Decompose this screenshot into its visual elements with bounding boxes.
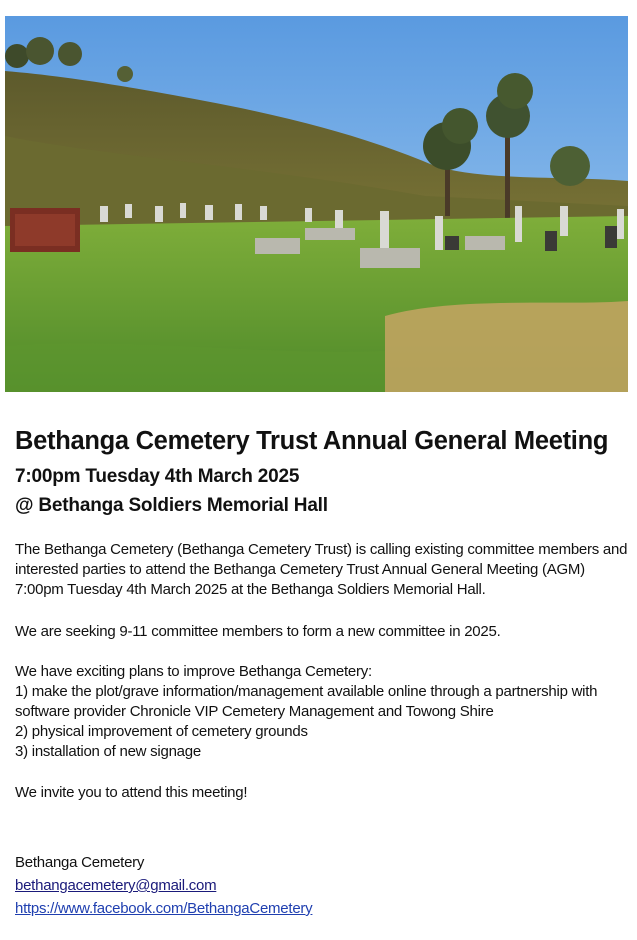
meeting-time: 7:00pm Tuesday 4th March 2025 bbox=[15, 466, 300, 487]
invite-text: We invite you to attend this meeting! bbox=[15, 784, 248, 801]
plan-item-2: 2) physical improvement of cemetery grounds bbox=[15, 723, 308, 740]
plans-section bbox=[15, 662, 633, 762]
plan-item-3: 3) installation of new signage bbox=[15, 743, 201, 760]
contact-block bbox=[15, 851, 633, 920]
cemetery-photo bbox=[5, 16, 628, 392]
seeking-paragraph bbox=[15, 622, 633, 642]
invite-paragraph bbox=[15, 783, 633, 803]
contact-name: Bethanga Cemetery bbox=[15, 854, 145, 871]
plan-item-1: 1) make the plot/grave information/management available online through a partnership with software provider Chronicle VIP Cemetery Management and Towong Shire bbox=[15, 683, 598, 720]
meeting-venue: @ Bethanga Soldiers Memorial Hall bbox=[15, 495, 328, 516]
intro-paragraph bbox=[15, 540, 633, 600]
facebook-link[interactable]: https://www.facebook.com/BethangaCemetery bbox=[15, 900, 313, 917]
intro-text: The Bethanga Cemetery (Bethanga Cemetery Trust) is calling existing committee members and interested parties to attend the Bethanga Cemetery Trust Annual General Meeting (AGM) 7:00pm Tuesday 4th March 2025 at the Bethanga Soldiers Memorial Hall. bbox=[15, 541, 628, 598]
page-title: Bethanga Cemetery Trust Annual General Meeting bbox=[15, 427, 609, 455]
seeking-text: We are seeking 9-11 committee members to form a new committee in 2025. bbox=[15, 623, 501, 640]
plans-intro: We have exciting plans to improve Bethanga Cemetery: bbox=[15, 663, 372, 680]
email-link[interactable]: bethangacemetery@gmail.com bbox=[15, 877, 217, 894]
